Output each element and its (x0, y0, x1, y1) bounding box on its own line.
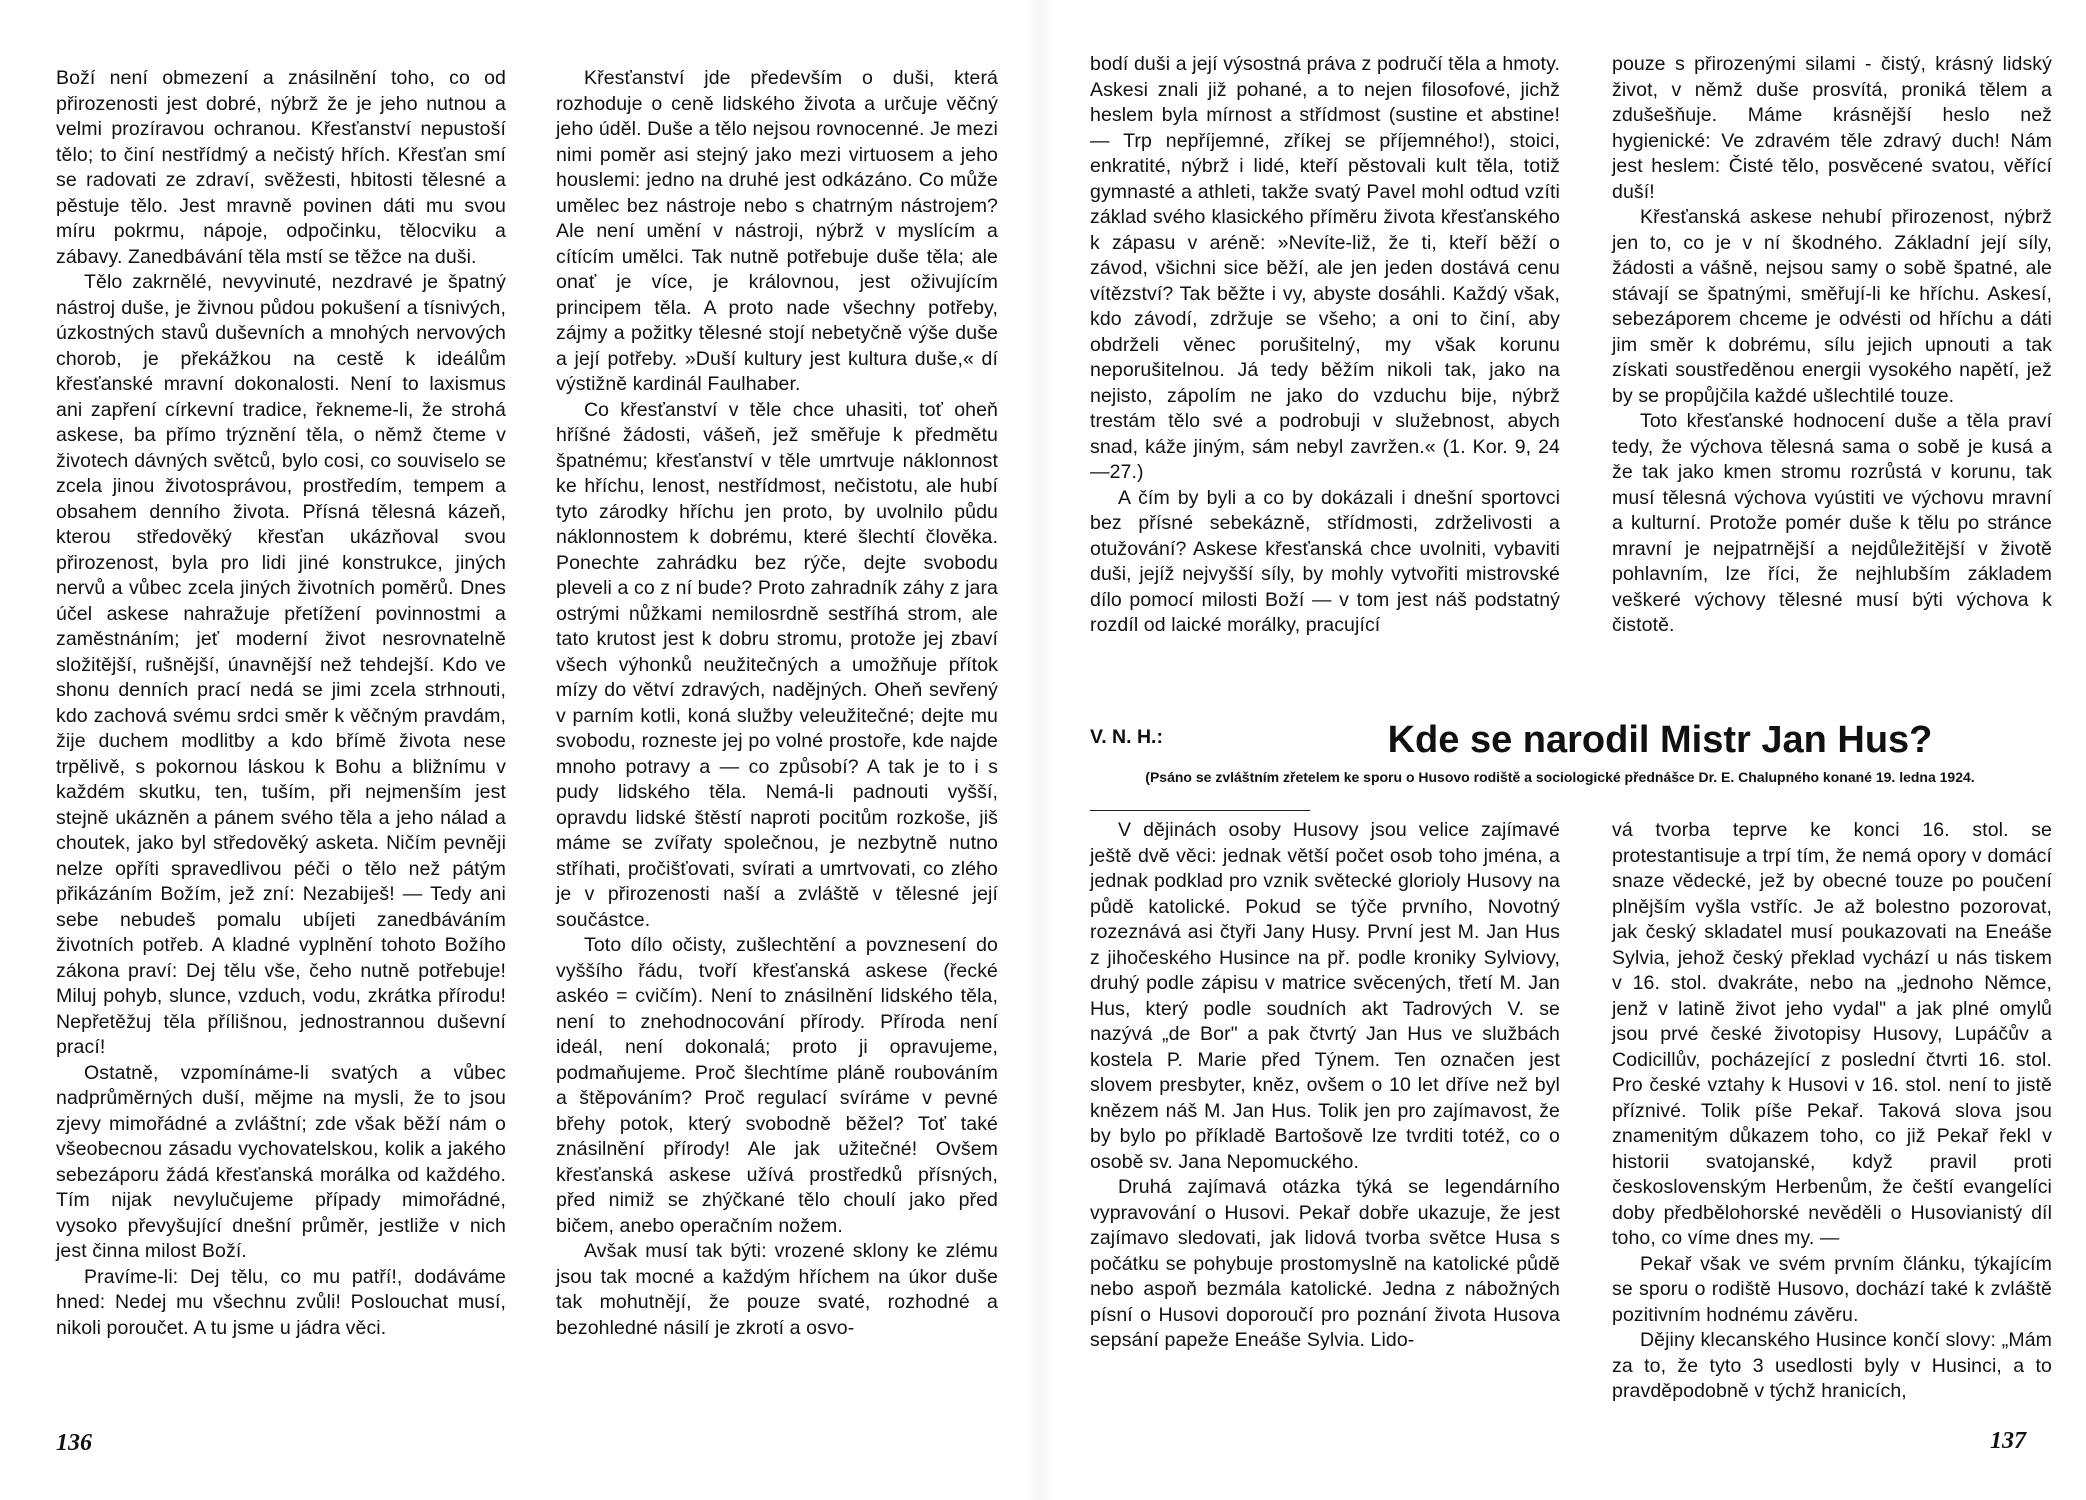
paragraph: V dějinách osoby Husovy jsou velice zajímavé ještě dvě věci: jednak větší počet osob toho jména, a jednak podklad pro vznik světecké glorioly Husovy na půdě katolické. Pokud se týče prvního, Novotný rozeznává asi čtyři Jany Husy. První jest M. Jan Hus z jihočeského Husince na př. podle kroniky Sylviovy, druhý podle zápisu v matrice svěcených, třetí M. Jan Hus, který podle soudních akt Tadrových V. se nazývá „de Bor" a pak čtvrtý Jan Hus ve službách kostela P. Marie před Týnem. Ten označen jest slovem presbyter, kněz, ovšem o 10 let dříve než byl knězem náš M. Jan Hus. Tolik jen pro zajímavost, že by bylo po příkladě Bartošově lze tvrditi totéž, co o osobě sv. Jana Nepomuckého. (1090, 819, 1560, 1173)
paragraph: Toto dílo očisty, zušlechtění a povznesení do vyššího řádu, tvoří křesťanská askese (řecké askéo = cvičím). Není to znásilnění lidského těla, není to znehodnocování přírody. Příroda není ideál, není dokonalá; proto ji opravujeme, podmaňujeme. Proč šlechtíme pláně roubováním a štěpováním? Proč regulací svíráme v pevné břehy potok, který svobodně běžel? Toť také znásilnění přírody! Ale jak užitečné! Ovšem křesťanská askese užívá prostředků přísných, před nimiž se zhýčkané tělo choulí jako před bičem, anebo operačním nožem. (556, 934, 998, 1237)
divider-rule (1090, 810, 1310, 811)
paragraph: Co křesťanství v těle chce uhasiti, toť oheň hříšné žádosti, vášeň, jež směřuje k předmětu špatnému; křesťanství v těle umrtvuje náklonnost ke hříchu, lenost, nestřídmost, nečistotu, ale hubí tyto zárodky hříchu jen proto, by uvolnilo půdu náklonnostem k dobrému, které šlechtí člověka. Ponechte zahrádku bez rýče, dejte svobodu pleveli a co z ní bude? Proto zahradník záhy z jara ostrými nůžkami nemilosrdně sestříhá strom, ale tato krutost jest k dobru stromu, protože jej zbaví všech výhonků neužitečných a umožňuje přítok mízy do větví zdravých, nadějných. Oheň sevřený v parním kotli, koná služby veleužitečné; dejte mu svobodu, rozneste jej po volné prostoře, kde najde mnoho potravy a — co způsobí? A tak je to i s pudy lidského těla. Nemá-li padnouti vyšší, opravdu lidské štěstí naproti pocitům rozkoše, jiš máme se zvířaty společnou, je nezbytně nutno stříhati, pročišťovati, svírati a umrtvovati, co zlého je v přirozenosti naší a zvláště v tělesné její součástce. (556, 398, 998, 931)
right-page-column-1 (1090, 52, 1560, 639)
right-page-column-3 (1090, 818, 1560, 1354)
paragraph: Křesťanská askese nehubí přirozenost, nýbrž jen to, co je v ní škodného. Základní její síly, žádosti a vášně, nejsou samy o sobě špatné, ale stávají se špatnými, směřují-li ke hříchu. Askesí, sebezáporem chceme je odvésti od hříchu a dáti jim směr k dobrému, sílu jejich upnouti a tak získati soustředěnou energii vysokého napětí, jež by se propůjčila každé ušlechtilé touze. (1612, 206, 2052, 407)
right-page-column-2 (1612, 52, 2052, 639)
page-number: 136 (56, 1430, 92, 1456)
paragraph: pouze s přirozenými silami - čistý, krásný lidský život, v němž duše prosvítá, proniká tělem a zdušešňuje. Máme krásnější heslo než hygienické: Ve zdravém těle zdravý duch! Nám jest heslem: Čisté tělo, posvěcené svatou, věřící duší! (1612, 53, 2052, 203)
right-page-column-4 (1612, 818, 2052, 1405)
paragraph: vá tvorba teprve ke konci 16. stol. se protestantisuje a trpí tím, že nemá opory v domácí snaze vědecké, jež by obecné touze po poučení plnějším vyšla vstříc. Je až bolestno pozorovat, jak český skladatel musí poukazovati na Eneáše Sylvia, jehož český překlad vychází u nás tiskem v 16. stol. dvakráte, nebo na „jednoho Němce, jenž v latině život jeho vydal" a jak plné omylů jsou prvé české životopisy Husovy, Lupáčův a Codicillův, pocházející z poslední čtvrti 16. stol. Pro české vztahy k Husovi v 16. stol. není to jistě příznivé. Tolik píše Pekař. Taková slova jsou znamenitým důkazem toho, co již Pekař řekl v historii svatojanské, když pravil proti československým Herbenům, že čeští evangelíci doby předbělohorské nevěděli o Husovianistý díl toho, co víme dnes my. — (1612, 819, 2052, 1249)
paragraph: Pravíme-li: Dej tělu, co mu patří!, dodáváme hned: Nedej mu všechnu zvůli! Poslouchat musí, nikoli poroučet. A tu jsme u jádra věci. (56, 1265, 506, 1339)
paragraph: Toto křesťanské hodnocení duše a těla praví tedy, že výchova tělesná sama o sobě je kusá a že tak jako kmen stromu rozrůstá v korunu, tak musí tělesná výchova vyústiti ve výchovu mravní a kulturní. Protože pomér duše k tělu po stránce mravní je nejpatrnější a nejdůležitější v životě pohlavním, lze říci, že nejhlubším základem veškeré výchovy tělesné musí býti výchova k čistotě. (1612, 410, 2052, 636)
left-page (0, 0, 1040, 1500)
article-subtitle: (Psáno se zvláštním zřetelem ke sporu o Husovo rodiště a sociologické přednášce Dr. E. Chalupného konané 19. ledna 1924. (1145, 769, 1975, 785)
paragraph: Dějiny klecanského Husince končí slovy: „Mám za to, že tyto 3 usedlosti byly v Husinci, a to pravděpodobně v týchž hranicích, (1612, 1329, 2052, 1402)
left-page-column-1 (56, 66, 506, 1341)
paragraph: bodí duši a její výsostná práva z područí těla a hmoty. Askesi znali již pohané, a to nejen filosofové, jichž heslem byla mírnost a střídmost (sustine et abstine! — Trp nepříjemné, zříkej se příjemného!), stoici, enkratité, nýbrž i lidé, kteří pěstovali kult těla, totiž gymnasté a athleti, takže svatý Pavel mohl odtud vzíti základ svého klasického příměru života křesťanského k zápasu v aréně: »Nevíte-liž, že ti, kteří běží o závod, všichni sice běží, ale jen jeden dostává cenu vítězství? Tak běžte i vy, abyste dosáhli. Každý však, kdo závodí, zdržuje se všeho; a oni to činí, aby obdrželi věnec porušitelný, my však korunu neporušitelnou. Já tedy běžím nikoli tak, jako na nejisto, zápolím ne jako do vzduchu bije, nýbrž trestám tělo své a podrobuji v služebnost, abych snad, káže jiným, sám nebyl zavržen.« (1. Kor. 9, 24—27.) (1090, 53, 1560, 483)
paragraph: Druhá zajímavá otázka týká se legendárního vypravování o Husovi. Pekař dobře ukazuje, že jest zajímavo sledovati, jak lidová tvorba světce Husa s počátku se pohybuje prostomyslně na katolické půdě nebo aspoň bezmála katolické. Jedna z nábožných písní o Husovi doporoučí pro poznání života Husova sepsání papeže Eneáše Sylvia. Lido- (1090, 1176, 1560, 1351)
paragraph: A čím by byli a co by dokázali i dnešní sportovci bez přísné sebekázně, střídmosti, zdrželivosti a otužování? Askese křesťanská chce uvolniti, vybaviti duši, jejíž nejvyšší síly, by mohly vytvořiti mistrovské dílo pomocí milosti Boží — v tom jest náš podstatný rozdíl od laické morálky, pracující (1090, 486, 1560, 636)
paragraph: Avšak musí tak býti: vrozené sklony ke zlému jsou tak mocné a každým hříchem na úkor duše tak mohutnějí, že pouze svaté, rozhodné a bezohledné násilí je zkrotí a osvo- (556, 1240, 998, 1339)
page-number: 137 (1990, 1428, 2026, 1454)
left-page-column-2 (556, 66, 998, 1341)
article-title: Kde se narodil Mistr Jan Hus? (1387, 719, 1933, 761)
article-byline: V. N. H.: (1090, 726, 1163, 748)
paragraph: Ostatně, vzpomínáme-li svatých a vůbec nadprůměrných duší, mějme na mysli, že to jsou zjevy mimořádné a zvláštní; zde však běží nám o všeobecnou zásadu vychovatelskou, kolik a jakého sebezáporu žádá křesťanská morálka od každého. Tím nijak nevylučujeme případy mimořádné, vysoko převyšující dnešní průměr, jestliže v nich jest činna milost Boží. (56, 1061, 506, 1262)
paragraph: Pekař však ve svém prvním článku, týkajícím se sporu o rodiště Husovo, dochází také k zvláště pozitivním hodnému závěru. (1612, 1252, 2052, 1326)
paragraph: Boží není obmezení a znásilnění toho, co od přirozenosti jest dobré, nýbrž že je jeho nutnou a velmi prozíravou ochranou. Křesťanství nepustoší tělo; to činí nestřídmý a nečistý hřích. Křesťan smí se radovati ze zdraví, svěžesti, hbitosti tělesné a pěstuje tělo. Jest mravně povinen dáti mu svou míru pokrmu, nápoje, odpočinku, tělocviku a zábavy. Zanedbávání těla mstí se těžce na duši. (56, 67, 506, 268)
paragraph: Tělo zakrnělé, nevyvinuté, nezdravé je špatný nástroj duše, je živnou půdou pokušení a tísnivých, úzkostných stavů duševních a mnohých nervových chorob, je překážkou na cestě k ideálům křesťanské mravní dokonalosti. Není to laxismus ani zapření církevní tradice, řekneme-li, že strohá askese, ba přímo trýznění těla, o němž čteme v životech dávných světců, bylo cosi, co souviselo se zcela jinou životosprávou, prostředím, tempem a obsahem denního života. Přísná tělesná kázeň, kterou středověký křesťan ukázňoval svou přirozenost, byla pro lidi jiné konstrukce, jiných nervů a vůbec zcela jiných životních poměrů. Dnes účel askese nahražuje přetížení povinnostmi a zaměstnáním; jeť moderní život nesrovnatelně složitější, rušnější, únavnější než tehdejší. Kdo ve shonu denních prací nedá se jimi zcela strhnouti, kdo zachová svému srdci směr k věčným pravdám, žije duchem modlitby a kdo břímě života nese trpělivě, s pokornou láskou k Bohu a bližnímu v každém skutku, ten, tuším, při nejmenším jest stejně ukázněn a pánem svého těla a jeho nálad a choutek, jako byl středověký asketa. Ničím pevněji nelze opříti spravedlivou péči o tělo než pátým přikázáním Božím, jež zní: Nezabiješ! — Tedy ani sebe nebudeš pomalu ubíjeti zanedbáváním životních potřeb. A kladné vyplnění tohoto Božího zákona praví: Dej tělu vše, čeho nutně potřebuje! Miluj pohyb, slunce, vzduch, vodu, zkrátka přírodu! Nepřetěžuj těla přílišnou, jednostrannou duševní prací! (56, 271, 506, 1058)
paragraph: Křesťanství jde především o duši, která rozhoduje o ceně lidského života a určuje věčný jeho úděl. Duše a tělo nejsou rovnocenné. Je mezi nimi poměr asi stejný jako mezi virtuosem a jeho houslemi: jedno na druhé jest odkázáno. Co může umělec bez nástroje nebo s chatrným nástrojem? Ale není umění v nástroji, nýbrž v myslícím a cítícím umělci. Tak nutně potřebuje duše těla; ale onať je více, je královnou, jest oživujícím principem těla. A proto nade všechny potřeby, zájmy a požitky tělesné stojí nebetyčně výše duše a její potřeby. »Duší kultury jest kultura duše,« dí výstižně kardinál Faulhaber. (556, 67, 998, 395)
